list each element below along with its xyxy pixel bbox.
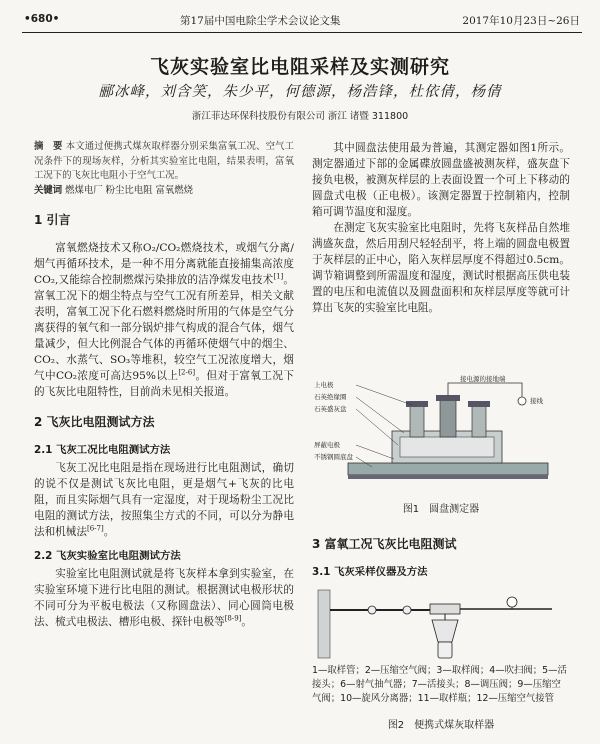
section-2-1-title: 2.1 飞灰工况比电阻测试方法: [34, 444, 171, 456]
keywords: [34, 184, 294, 199]
conference-date: 2017年10月23日~26日: [462, 15, 580, 27]
section-2-2-title: 2.2 飞灰实验室比电阻测试方法: [34, 550, 181, 562]
section-3-1-title: 3.1 飞灰采样仪器及方法: [312, 566, 428, 578]
citation: [8-9]: [224, 614, 242, 623]
gauge-icon: [507, 597, 517, 607]
steel-base-plate: [348, 463, 548, 475]
page-number: •680•: [24, 13, 60, 25]
section-1-paragraph: 富氧燃烧技术又称O₂/CO₂燃烧技术，或烟气分离/烟气再循环技术，是一种不用分离就能直接捕集高浓度CO₂,又能综合控制燃煤污染排放的洁净煤发电技术[1]。富氧工况下的烟尘特点与空气工况有所差异，相关文献表明，富氧工况下化石燃料燃烧时所用的气体是空气分离获得的氧气和一部分锅炉排气构成的混合气体，烟气量减少，但大比例混合气体的再循环使烟气中的烟尘、CO₂、水蒸气、SO₃等堆积，较空气工况浓度增大，烟气中CO₂浓度可高达95%以上[2-6]。但对于富氧工况下的飞灰比电阻特性，目前尚未见相关报道。: [34, 242, 295, 398]
label-insulator-ring: 石英绝缘圈: [314, 393, 347, 401]
section-1-title: 1 引言: [34, 213, 71, 227]
section-2-2-paragraph: 实验室比电阻测试就是将飞灰样本拿到实验室，在实验室环境下进行比电阻的测试。根据测试电极形状的不同可分为平板电极法（又称圆盘法）、同心圆筒电极法、梳式电极法、槽形电极、探针电极等[8-9]。: [34, 568, 294, 628]
left-column: [34, 140, 294, 630]
figure-2-caption: 图2 便携式煤灰取样器: [387, 720, 495, 731]
label-ground-terminal: 接电源的接地端: [460, 375, 506, 383]
figure-2-legend: 1—取样管；2—压缩空气阀；3—取样阀；4—吹扫阀；5—活接头；6—射气抽气器；7—活接头；8—调压阀；9—压缩空气阀；10—旋风分离器；11—取样瓶；12—压缩空气接管: [312, 665, 567, 704]
valve-icon: [368, 606, 376, 614]
paper-title: 飞灰实验室比电阻采样及实测研究: [149, 56, 450, 78]
right-paragraph-1: 其中圆盘法使用最为普遍，其测定器如图1所示。测定器通过下部的金属碟放圆盘盛被测灰样，盛灰盘下接负电极，被测灰样层的上表面设置一个可上下移动的圆盘式电极（正电极）。该测定器置于控制箱内，控制箱可调节温度和湿度。: [312, 142, 570, 218]
citation: [6-7]: [86, 524, 104, 533]
terminal-icon: [518, 397, 526, 405]
conference-title: 第17届中国电除尘学术会议论文集: [180, 15, 341, 27]
figure-1-disk-tester: [312, 375, 570, 497]
section-3-title: 3 富氧工况飞灰比电阻测试: [312, 537, 457, 551]
paper-affiliation: 浙江菲达环保科技股份有限公司 浙江 诸暨 311800: [191, 111, 409, 122]
section-2-title: 2 飞灰比电阻测试方法: [34, 415, 155, 429]
right-column: [312, 140, 570, 316]
abstract: [34, 140, 294, 184]
running-header: [22, 10, 582, 30]
figure-1-caption: 图1 圆盘测定器: [402, 504, 480, 515]
valve-icon: [403, 606, 411, 614]
abstract-text: 本文通过便携式煤灰取样器分别采集富氧工况、空气工况条件下的现场灰样，分析其实验室比电阻，结果表明，富氧工况下的飞灰比电阻小于空气工况。: [34, 141, 294, 181]
abstract-label: 摘 要: [34, 141, 63, 152]
label-guard-electrode: 屏蔽电极: [314, 441, 340, 449]
citation: [1]: [273, 272, 284, 281]
header-rule: [22, 32, 582, 33]
keywords-label: 关键词: [34, 184, 63, 196]
label-upper-electrode: 上电极: [314, 381, 334, 389]
paper-authors: 郦冰峰，刘含笑，朱少平，何德源，杨浩锋，杜依倩，杨倩: [98, 84, 502, 100]
citation: [2-6]: [178, 368, 196, 377]
right-paragraph-2: 在测定飞灰实验室比电阻时，先将飞灰样品自然堆满盛灰盘，然后用刮尺轻轻刮平，将上端的圆盘电极置于灰样层的正中心，陷入灰样层厚度不得超过0.5cm。调节箱调整到所需温度和湿度，测试时根据高压供电装置的电压和电流值以及圆盘面积和灰样层厚度等就可计算出飞灰的实验室比电阻。: [312, 222, 570, 314]
sample-bottle: [438, 642, 452, 658]
section-2-1-paragraph: 飞灰工况比电阻是指在现场进行比电阻测试，确切的说不仅是测试飞灰比电阻，更是烟气+飞灰的比电阻，而且实际烟气具有一定湿度，对于现场粉尘工况比电阻的测试方法，按照集尘方式的不同，可以分为静电法和机械法[6-7]。: [34, 462, 294, 538]
label-dust-bowl: 石英盛灰盘: [314, 405, 347, 413]
label-steel-base: 不锈钢圆底盘: [314, 453, 353, 461]
figure-2-portable-sampler: [312, 580, 570, 666]
label-terminal: 接线: [530, 397, 543, 405]
keywords-text: 燃煤电厂 粉尘比电阻 富氧燃烧: [65, 184, 193, 196]
